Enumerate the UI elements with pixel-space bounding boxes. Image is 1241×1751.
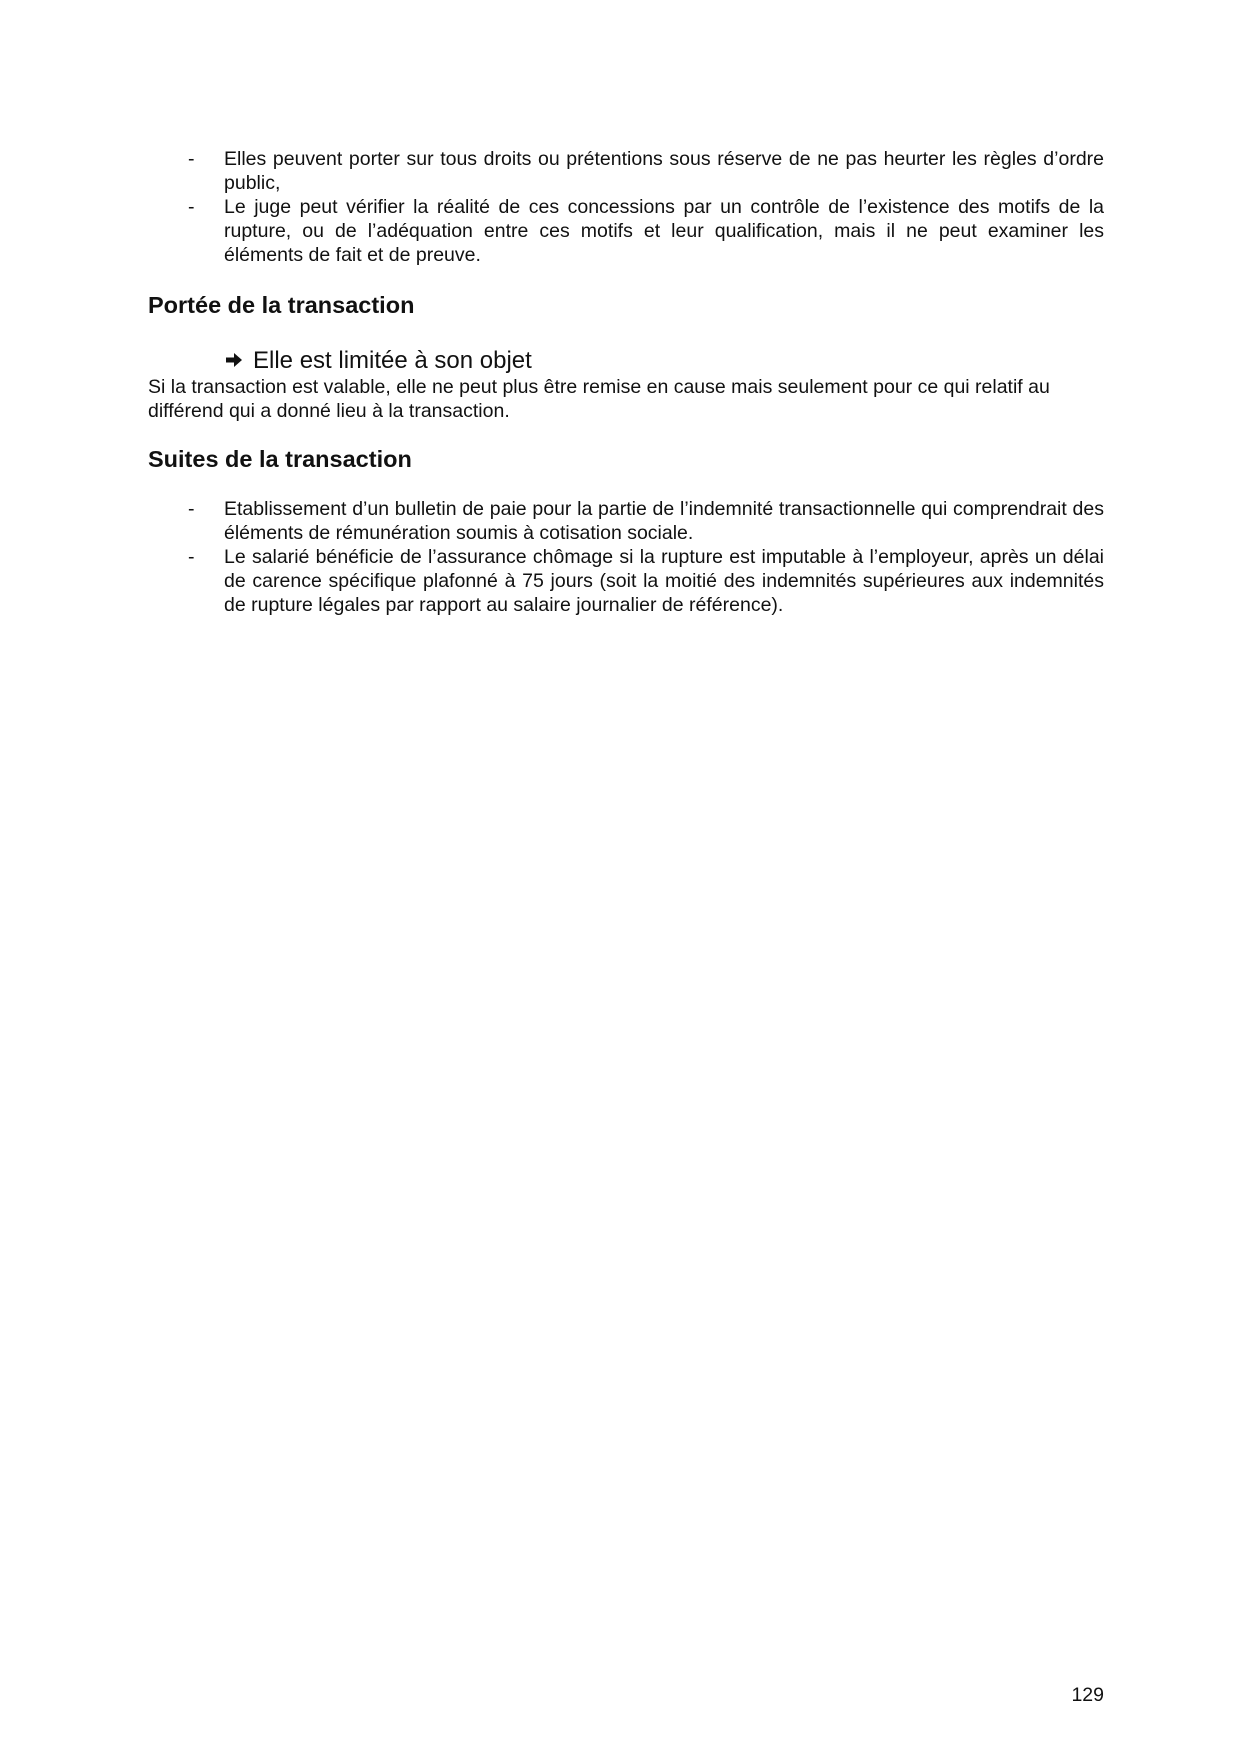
dash-bullet: - (188, 148, 195, 170)
list-item (148, 545, 1104, 617)
list-item (148, 497, 1104, 545)
section-heading-portee: Portée de la transaction (148, 292, 415, 318)
arrow-statement (148, 347, 1104, 375)
list-item-text: Etablissement d’un bulletin de paie pour la partie de l’indemnité transactionnelle qui comprendrait des éléments de rémunération soumis à cotisation sociale. (224, 498, 1104, 544)
section-heading-suites: Suites de la transaction (148, 446, 412, 472)
dash-bullet: - (188, 546, 195, 568)
page-content (148, 147, 1104, 617)
arrow-statement-text: Elle est limitée à son objet (253, 347, 532, 374)
dash-bullet: - (188, 498, 195, 520)
page-number: 129 (1071, 1684, 1104, 1706)
top-dash-list (148, 147, 1104, 267)
right-arrow-icon (225, 351, 243, 369)
paragraph: Si la transaction est valable, elle ne peut plus être remise en cause mais seulement pour ce qui relatif au différend qui a donné lieu à la transaction. (148, 376, 1050, 422)
dash-bullet: - (188, 196, 195, 218)
list-item (148, 147, 1104, 195)
list-item-text: Le salarié bénéficie de l’assurance chômage si la rupture est imputable à l’employeur, après un délai de carence spécifique plafonné à 75 jours (soit la moitié des indemnités supérieures aux indemnités de rupture légales par rapport au salaire journalier de référence). (224, 546, 1104, 616)
list-item (148, 195, 1104, 267)
suites-dash-list (148, 497, 1104, 617)
list-item-text: Le juge peut vérifier la réalité de ces concessions par un contrôle de l’existence des motifs de la rupture, ou de l’adéquation entre ces motifs et leur qualification, mais il ne peut examiner les éléments de fait et de preuve. (224, 196, 1104, 266)
list-item-text: Elles peuvent porter sur tous droits ou prétentions sous réserve de ne pas heurter les règles d’ordre public, (224, 148, 1104, 194)
